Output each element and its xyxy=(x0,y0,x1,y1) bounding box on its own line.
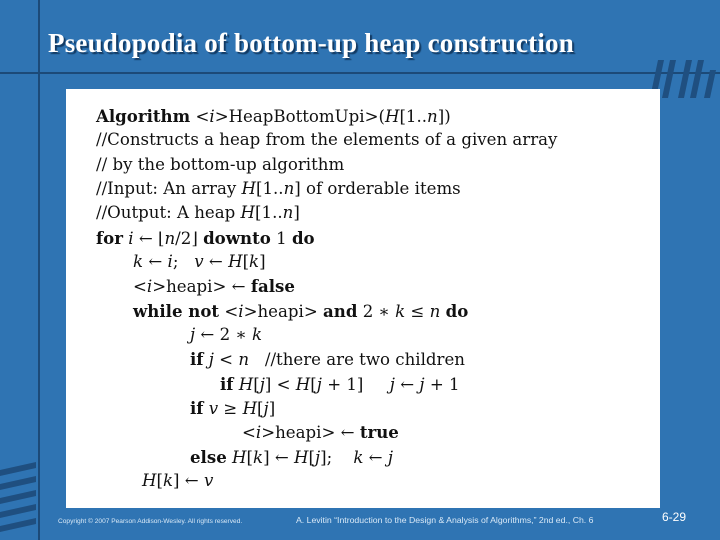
code-line-while: while not <i>heapi> and 2 ∗ k ≤ n do xyxy=(133,300,469,321)
code-line-comment-2: // by the bottom-up algorithm xyxy=(96,154,345,174)
code-line-input: //Input: An array H[1..n] of orderable items xyxy=(96,179,461,199)
frame-horizontal-rule xyxy=(0,72,720,74)
page-number: 6-29 xyxy=(662,510,687,524)
code-line-else: else H[k] ← H[j]; k ← j xyxy=(190,446,393,467)
code-line-j-assign: j ← 2 ∗ k xyxy=(190,325,263,345)
code-line-header: Algorithm <i>HeapBottomUpi>(H[1..n]) xyxy=(96,106,451,126)
code-line-if-children: if j < n //there are two children xyxy=(190,349,465,370)
code-line-comment-1: //Constructs a heap from the elements of a given array xyxy=(96,130,558,150)
code-line-if-compare: if H[j] < H[j + 1] j ← j + 1 xyxy=(220,373,460,394)
slide-title: Pseudopodia of bottom-up heap construction xyxy=(48,28,574,58)
code-line-heap-true: <i>heapi> ← true xyxy=(242,422,399,443)
citation-text: A. Levitin “Introduction to the Design & Analysis of Algorithms,” 2nd ed., Ch. 6 xyxy=(296,515,594,525)
code-line-for: for i ← ⌊n/2⌋ downto 1 do xyxy=(96,227,315,248)
code-line-final: H[k] ← v xyxy=(142,471,214,491)
frame-vertical-rule xyxy=(38,0,40,540)
code-line-output: //Output: A heap H[1..n] xyxy=(96,203,300,223)
striped-corner-icon xyxy=(0,462,40,536)
copyright-text: Copyright © 2007 Pearson Addison-Wesley. All rights reserved. xyxy=(58,518,243,525)
pseudocode-block xyxy=(96,104,656,494)
code-line-init: k ← i; v ← H[k] xyxy=(133,252,266,272)
code-line-heap-false: <i>heapi> ← false xyxy=(133,276,295,297)
code-line-if-v: if v ≥ H[j] xyxy=(190,398,276,419)
